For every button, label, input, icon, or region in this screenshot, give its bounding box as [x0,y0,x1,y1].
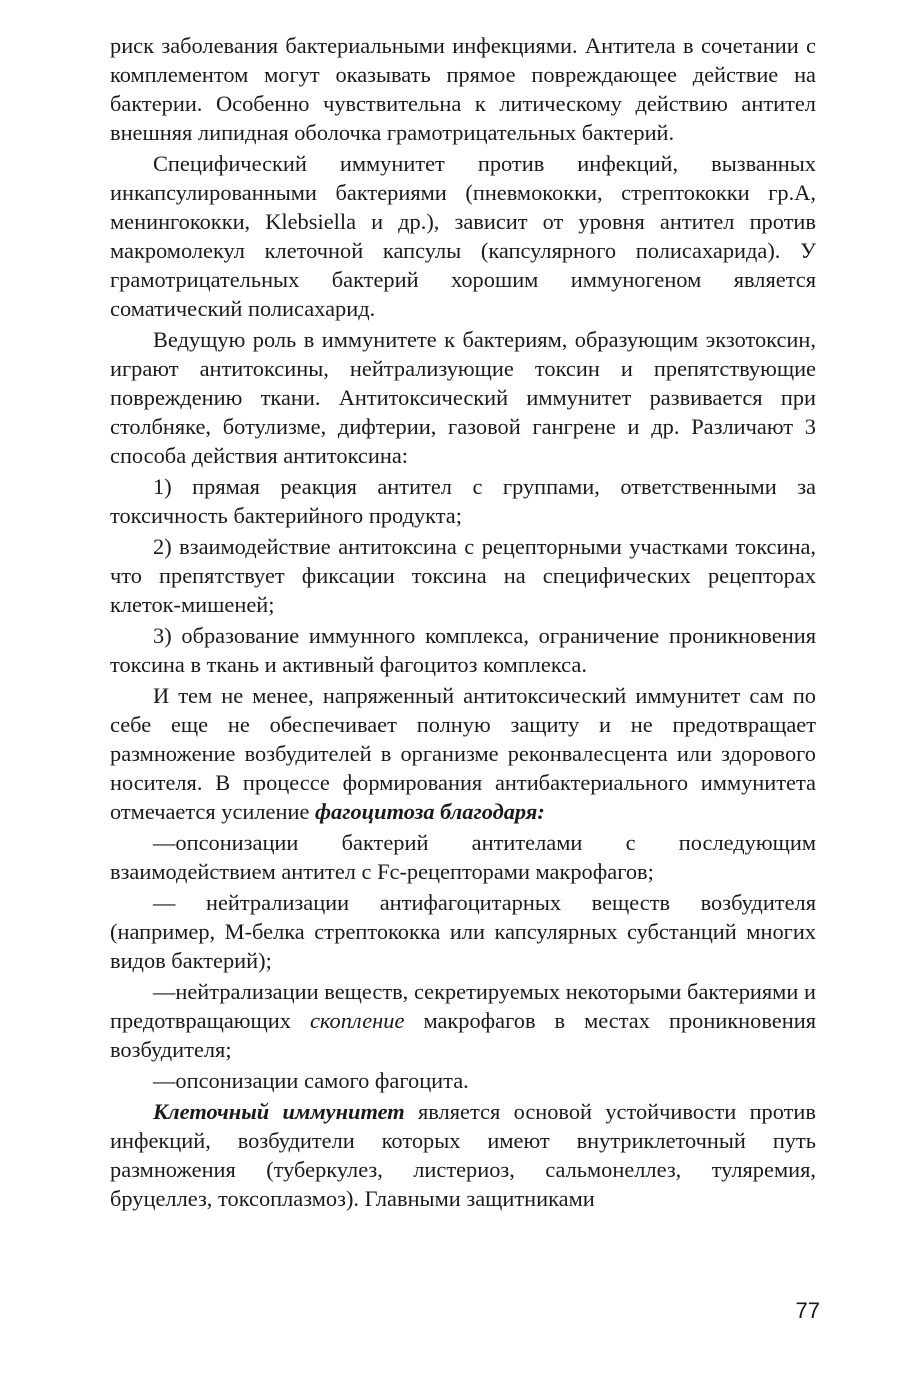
dash-item-antiphagocytic [110,888,816,975]
list-item-receptor-interaction [110,532,816,619]
emphasis-cellular-immunity: Клеточный иммунитет [153,1099,405,1124]
paragraph-encapsulated-bacteria [110,149,816,323]
paragraph-antitoxins [110,325,816,470]
paragraph-antibodies-complement [110,31,816,147]
page-body [110,31,816,1213]
paragraph-cellular-immunity [110,1097,816,1213]
list-item-immune-complex [110,621,816,679]
text-segment: Специфический иммунитет против инфекций, вызванных инкапсулированными бактериями (пневмококки, стрептококки гр.А, менингококки, Klebsiella и др.), зависит от уровня антител против макромолекул клеточной капсулы (капсулярного полисахарида). У грамотрицательных бактерий хорошим иммуногеном является соматический полисахарид. [110,151,816,321]
text-segment: 3) образование иммунного комплекса, ограничение проникновения токсина в ткань и активный фагоцитоз комплекса. [110,623,816,677]
text-segment: — нейтрализации антифагоцитарных веществ возбудителя (например, М-белка стрептококка или капсулярных субстанций многих видов бактерий); [110,890,816,973]
list-item-direct-reaction [110,472,816,530]
text-segment: 1) прямая реакция антител с группами, ответственными за токсичность бактерийного продукта; [110,474,816,528]
text-segment: макрофагов в местах проникновения возбудителя; [110,1008,817,1062]
text-segment: —опсонизации бактерий антителами с последующим взаимодействием антител с Fc-рецепторами макрофагов; [110,830,816,884]
emphasis-phagocytosis: фагоцитоза благодаря: [315,799,545,824]
text-segment: Ведущую роль в иммунитете к бактериям, образующим экзотоксин, играют антитоксины, нейтрализующие токсин и препятствующие повреждению ткани. Антитоксический иммунитет развивается при столбняке, ботулизме, дифтерии, газовой гангрене и др. Различают 3 способа действия антитоксина: [110,327,816,468]
dash-item-secreted-substances [110,977,816,1064]
text-segment: риск заболевания бактериальными инфекциями. Антитела в сочетании с комплементом могут оказывать прямое повреждающее действие на бактерии. Особенно чувствительна к литическому действию антител внешняя липидная оболочка грамотрицательных бактерий. [110,33,816,145]
text-segment: —нейтрализации веществ, секретируемых некоторыми бактериями и предотвращающих [110,979,816,1033]
text-segment: является основой устойчивости против инфекций, возбудители которых имеют внутриклеточный путь размножения (туберкулез, листериоз, сальмонеллез, туляремия, бруцеллез, токсоплазмоз). Главными защитниками [110,1099,816,1211]
dash-item-phagocyte-opsonization [110,1066,816,1095]
emphasis-accumulation: скопление [309,1008,405,1033]
text-segment: —опсонизации самого фагоцита. [153,1068,469,1093]
dash-item-opsonization [110,828,816,886]
text-segment: И тем не менее, напряженный антитоксический иммунитет сам по себе еще не обеспечивает полную защиту и не предотвращает размножение возбудителей в организме реконвалесцента или здорового носителя. В процессе формирования антибактериального иммунитета отмечается усиление [110,683,816,824]
paragraph-phagocytosis [110,681,816,826]
page-number: 77 [795,1298,820,1323]
text-segment: 2) взаимодействие антитоксина с рецепторными участками токсина, что препятствует фиксации токсина на специфических рецепторах клеток-мишеней; [110,534,816,617]
